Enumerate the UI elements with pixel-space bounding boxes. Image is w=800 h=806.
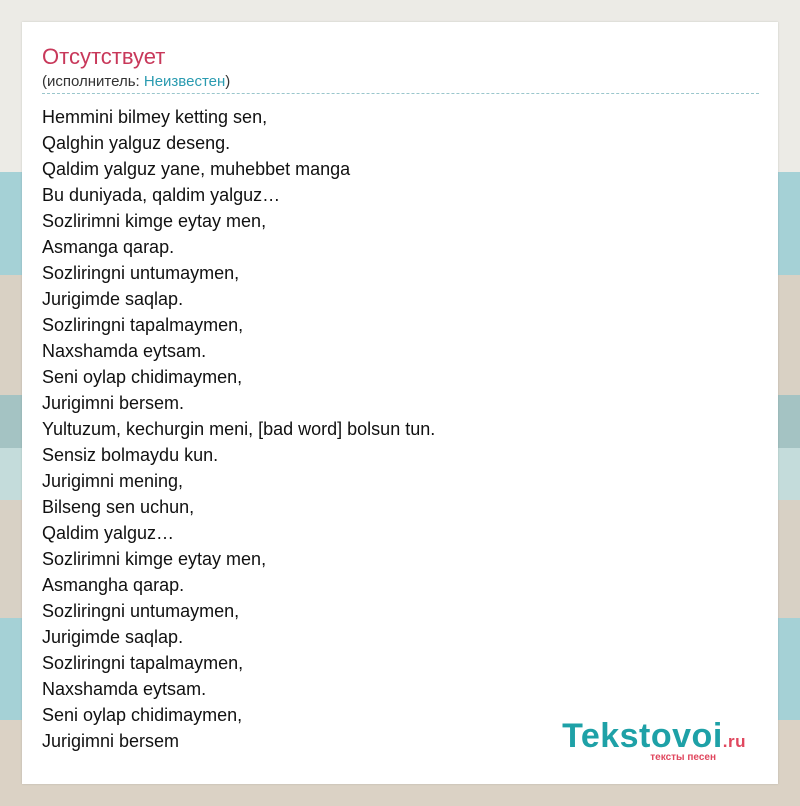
artist-prefix: (исполнитель: <box>42 73 144 90</box>
header-divider <box>42 93 759 94</box>
lyric-line: Jurigimni bersem. <box>42 393 185 413</box>
song-title: Отсутствует <box>42 44 166 69</box>
site-logo[interactable] <box>562 717 746 763</box>
lyric-line: Asmangha qarap. <box>42 575 185 595</box>
lyric-line: Sensiz bolmaydu kun. <box>42 445 219 465</box>
lyric-line: Qaldim yalguz yane, muhebbet manga <box>42 159 351 179</box>
lyric-line: Jurigimni bersem <box>42 731 180 751</box>
lyric-line: Seni oylap chidimaymen, <box>42 705 243 725</box>
lyric-line: Sozliringni untumaymen, <box>42 263 240 283</box>
artist-suffix: ) <box>225 73 231 90</box>
logo-name: Tekstovoi <box>562 717 723 755</box>
lyric-line: Seni oylap chidimaymen, <box>42 367 243 387</box>
lyrics-card <box>22 22 778 784</box>
lyric-line: Bu duniyada, qaldim yalguz… <box>42 185 281 205</box>
lyric-line: Jurigimde saqlap. <box>42 289 184 309</box>
lyric-line: Sozlirimni kimge eytay men, <box>42 211 267 231</box>
lyrics-text <box>42 104 435 754</box>
lyric-line: Asmanga qarap. <box>42 237 175 257</box>
lyric-line: Qaldim yalguz… <box>42 523 175 543</box>
lyric-line: Sozlirimni kimge eytay men, <box>42 549 267 569</box>
lyric-line: Bilseng sen uchun, <box>42 497 195 517</box>
lyric-line: Qalghin yalguz deseng. <box>42 133 231 153</box>
lyric-line: Sozliringni tapalmaymen, <box>42 653 244 673</box>
lyric-line: Naxshamda eytsam. <box>42 341 207 361</box>
lyric-line: Naxshamda eytsam. <box>42 679 207 699</box>
lyric-line: Sozliringni tapalmaymen, <box>42 315 244 335</box>
logo-tagline: тексты песен <box>650 752 716 763</box>
lyric-line: Jurigimde saqlap. <box>42 627 184 647</box>
lyric-line: Hemmini bilmey ketting sen, <box>42 107 268 127</box>
artist-line <box>42 73 230 91</box>
lyric-line: Yultuzum, kechurgin meni, [bad word] bolsun tun. <box>42 419 436 439</box>
lyric-line: Sozliringni untumaymen, <box>42 601 240 621</box>
logo-tld: .ru <box>722 732 746 751</box>
lyric-line: Jurigimni mening, <box>42 471 184 491</box>
artist-link[interactable]: Неизвестен <box>143 73 226 90</box>
